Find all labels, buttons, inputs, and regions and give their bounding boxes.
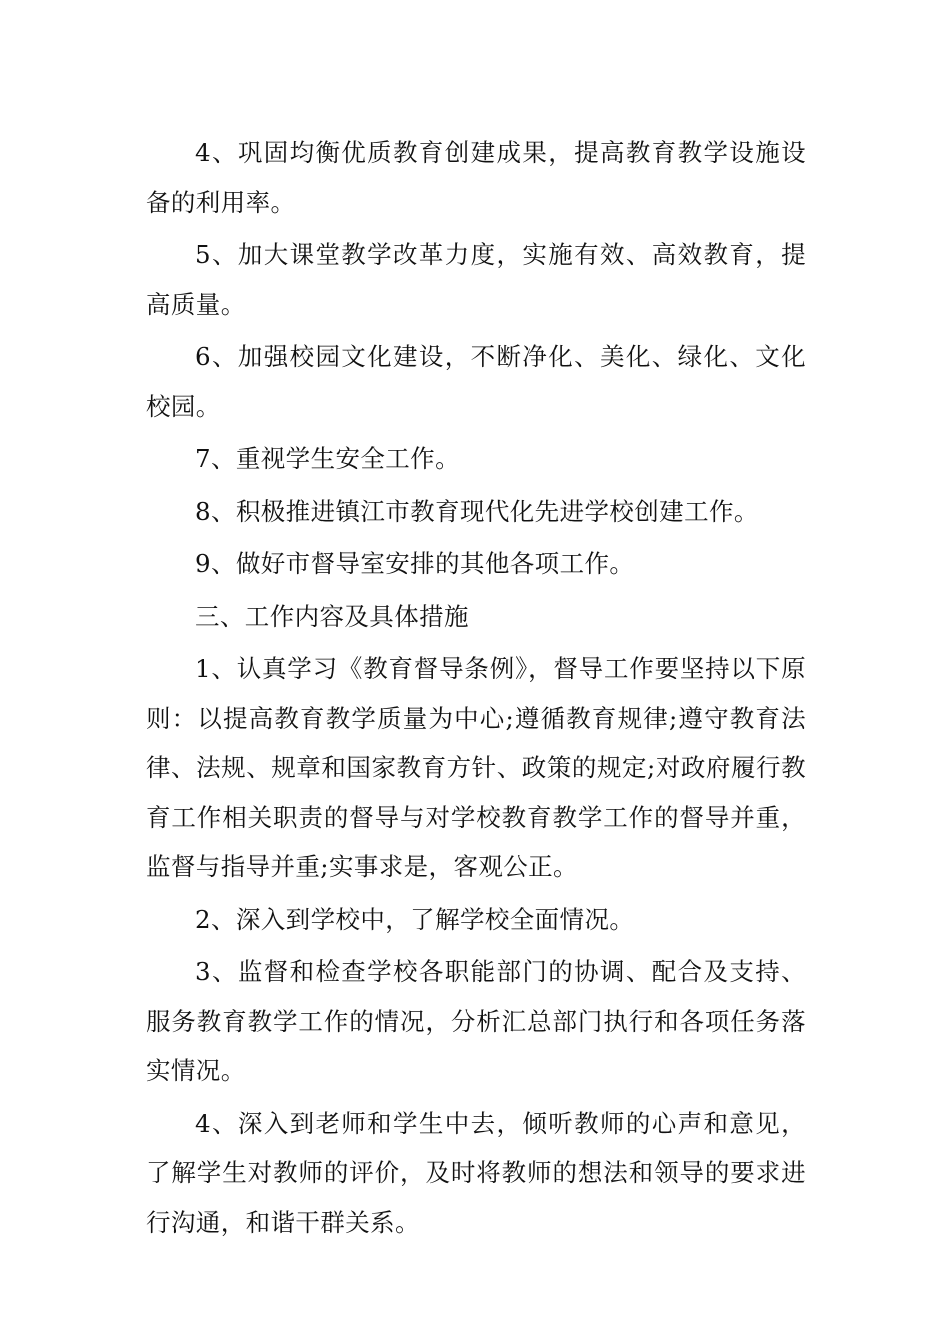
section-heading: 三、工作内容及具体措施 [195,601,469,631]
paragraph-measure-4: 4、深入到老师和学生中去，倾听教师的心声和意见，了解学生对教师的评价，及时将教师的想法和领导的要求进行沟通，和谐干群关系。 [146,1108,806,1237]
paragraph-goal-7: 7、重视学生安全工作。 [195,444,460,473]
paragraph-goal-5: 5、加大课堂教学改革力度，实施有效、高效教育，提高质量。 [146,240,806,319]
paragraph-measure-1: 1、认真学习《教育督导条例》，督导工作要坚持以下原则：以提高教育教学质量为中心;遵循教育规律;遵守教育法律、法规、规章和国家教育方针、政策的规定;对政府履行教育工作相关职责的督导与对学校教育教学工作的督导并重，监督与指导并重;实事求是，客观公正。 [146,654,806,881]
paragraph-goal-6: 6、加强校园文化建设，不断净化、美化、绿化、文化校园。 [146,342,806,421]
paragraph-goal-9: 9、做好市督导室安排的其他各项工作。 [195,549,635,578]
paragraph-goal-8: 8、积极推进镇江市教育现代化先进学校创建工作。 [195,496,759,526]
paragraph-goal-4: 4、巩固均衡优质教育创建成果，提高教育教学设施设备的利用率。 [146,138,806,217]
paragraph-measure-2: 2、深入到学校中，了解学校全面情况。 [195,904,635,934]
document-body [146,128,806,1250]
paragraph-measure-3: 3、监督和检查学校各职能部门的协调、配合及支持、服务教育教学工作的情况，分析汇总部门执行和各项任务落实情况。 [146,957,806,1085]
